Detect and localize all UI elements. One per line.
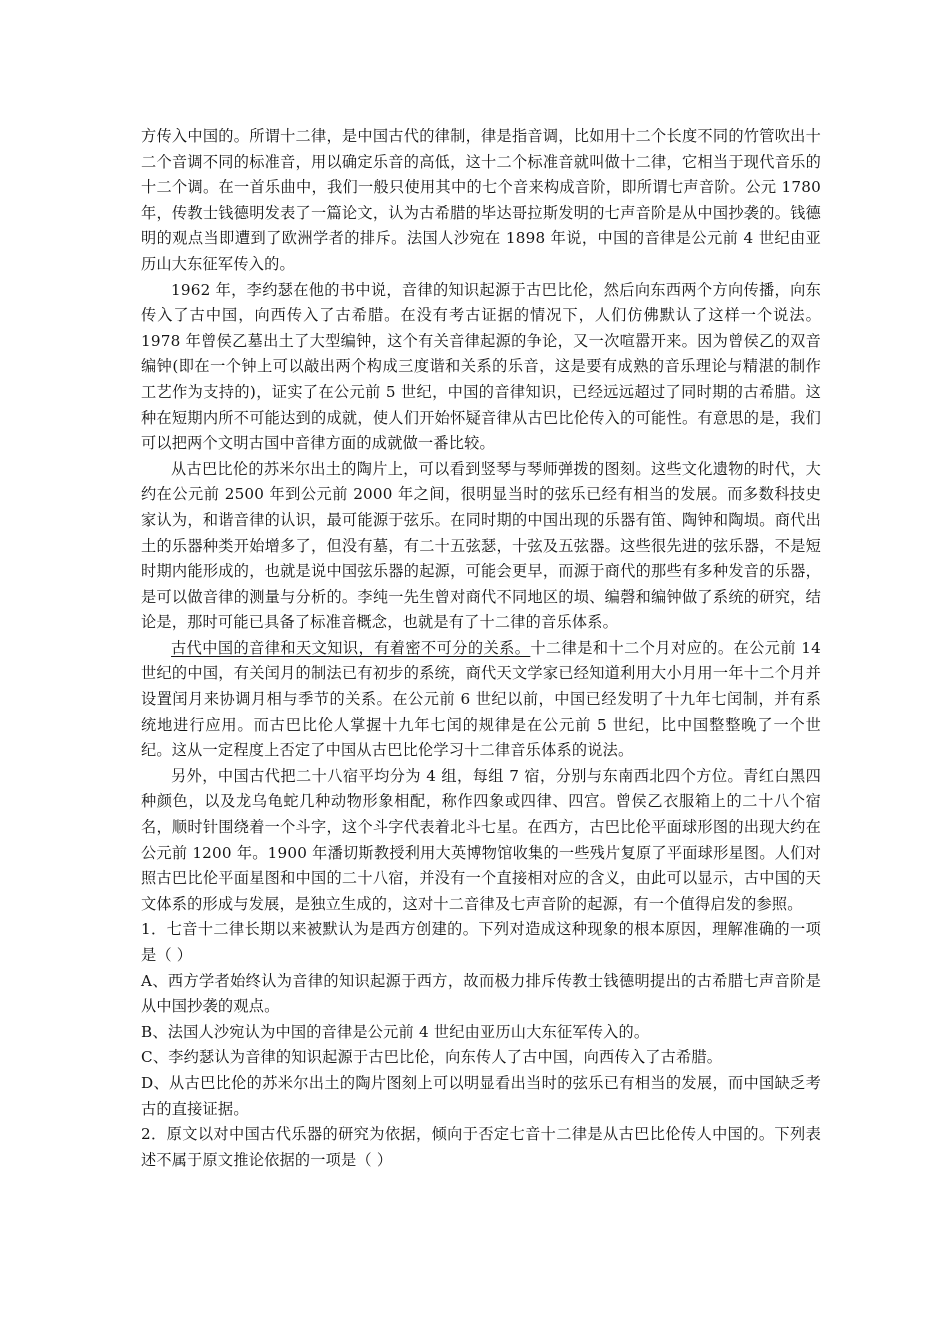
question-1-option-b: B、法国人沙宛认为中国的音律是公元前 4 世纪由亚历山大东征军传入的。 [141,1022,650,1041]
question-1-option-c: C、李约瑟认为音律的知识起源于古巴比伦，向东传人了古中国，向西传入了古希腊。 [141,1048,723,1067]
passage-paragraph-3: 从古巴比伦的苏米尔出土的陶片上，可以看到竖琴与琴师弹拨的图刻。这些文化遗物的时代，大约在公元前 2500 年到公元前 2000 年之间，很明显当时的弦乐已经有相当的发展。而多数科技史家认为，和谐音律的认识，最可能源于弦乐。在同时期的中国出现的乐器有笛、陶钟和陶埙。商代出土的乐器种类开始增多了，但没有墓，有二十五弦瑟，十弦及五弦器。这些很先进的弦乐器，不是短时期内能形成的，也就是说中国弦乐器的起源，可能会更早，而源于商代的那些有多种发音的乐器，是可以做音律的测量与分析的。李纯一先生曾对商代不同地区的埙、编磬和编钟做了系统的研究，结论是，那时可能已具备了标准音概念，也就是有了十二律的音乐体系。 [141,459,821,632]
passage-paragraph-2: 1962 年，李约瑟在他的书中说，音律的知识起源于古巴比伦，然后向东西两个方向传播，向东传入了古中国，向西传入了古希腊。在没有考古证据的情况下，人们仿佛默认了这样一个说法。1978 年曾侯乙墓出土了大型编钟，这个有关音律起源的争论，又一次喧嚣开来。因为曾侯乙的双音编钟(即在一个钟上可以敲出两个构成三度谐和关系的乐音，这是要有成熟的音乐理论与精湛的制作工艺作为支持的)，证实了在公元前 5 世纪，中国的音律知识，已经远远超过了同时期的古希腊。这种在短期内所不可能达到的成就，使人们开始怀疑音律从古巴比伦传入的可能性。有意思的是，我们可以把两个文明古国中音律方面的成就做一番比较。 [141,280,821,453]
underlined-key-sentence: 古代中国的音律和天文知识，有着密不可分的关系。 [171,638,531,657]
passage-paragraph-4-rest: 十二律是和十二个月对应的。在公元前 14 世纪的中国，有关闰月的制法已有初步的系统，商代天文学家已经知道利用大小月用一年十二个月并设置闰月来协调月相与季节的关系。在公元前 6 世纪以前，中国已经发明了十九年七闰制，并有系统地进行应用。而古巴比伦人掌握十九年七闰的规律是在公元前 5 世纪，比中国整整晚了一个世纪。这从一定程度上否定了中国从古巴比伦学习十二律音乐体系的说法。 [141,638,821,760]
question-2: 2．原文以对中国古代乐器的研究为依据，倾向于否定七音十二律是从古巴比伦传人中国的。下列表述不属于原文推论依据的一项是（ ） [141,1125,821,1169]
question-1-option-d: D、从古巴比伦的苏米尔出土的陶片图刻上可以明显看出当时的弦乐已有相当的发展，而中国缺乏考古的直接证据。 [141,1073,821,1118]
passage-paragraph-1: 方传入中国的。所谓十二律，是中国古代的律制，律是指音调，比如用十二个长度不同的竹管吹出十二个音调不同的标准音，用以确定乐音的高低，这十二个标准音就叫做十二律，它相当于现代音乐的十二个调。在一首乐曲中，我们一般只使用其中的七个音来构成音阶，即所谓七声音阶。公元 1780 年，传教士钱德明发表了一篇论文，认为古希腊的毕达哥拉斯发明的七声音阶是从中国抄袭的。钱德明的观点当即遭到了欧洲学者的排斥。法国人沙宛在 1898 年说，中国的音律是公元前 4 世纪由亚历山大东征军传入的。 [141,127,821,273]
question-1: 1．七音十二律长期以来被默认为是西方创建的。下列对造成这种现象的根本原因，理解准确的一项是（ ） [141,920,821,964]
question-1-option-a: A、西方学者始终认为音律的知识起源于西方，故而极力排斥传教士钱德明提出的古希腊七声音阶是从中国抄袭的观点。 [141,971,821,1016]
passage-paragraph-4 [141,636,821,764]
passage-paragraph-5: 另外，中国古代把二十八宿平均分为 4 组，每组 7 宿，分别与东南西北四个方位。青红白黑四种颜色，以及龙乌龟蛇几种动物形象相配，称作四象或四律、四宫。曾侯乙衣服箱上的二十八个宿名，顺时针围绕着一个斗字，这个斗字代表着北斗七星。在西方，古巴比伦平面球形图的出现大约在公元前 1200 年。1900 年潘切斯教授利用大英博物馆收集的一些残片复原了平面球形星图。人们对照古巴比伦平面星图和中国的二十八宿，并没有一个直接相对应的含义，由此可以显示，古中国的天文体系的形成与发展，是独立生成的，这对十二音律及七声音阶的起源，有一个值得启发的参照。 [141,766,821,913]
document-body [141,124,821,1173]
